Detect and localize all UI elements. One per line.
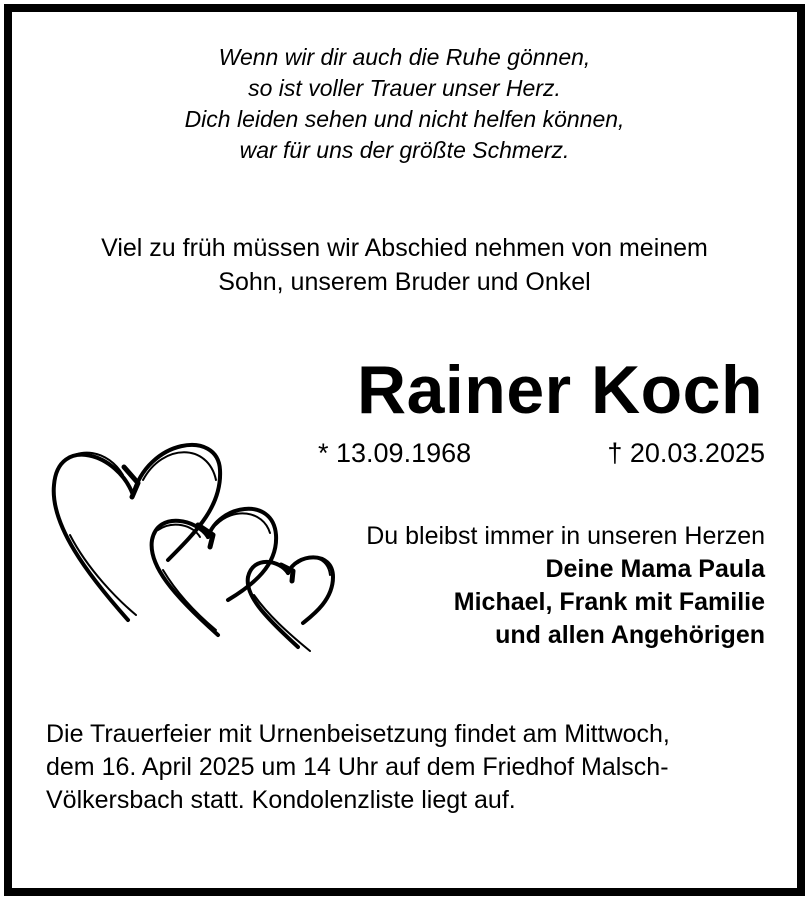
service-line-2: dem 16. April 2025 um 14 Uhr auf dem Friedhof Malsch- bbox=[46, 753, 669, 781]
poem-line-1: Wenn wir dir auch die Ruhe gönnen, bbox=[218, 44, 591, 70]
intro-line-1: Viel zu früh müssen wir Abschied nehmen von meinem bbox=[101, 234, 708, 262]
deceased-name: Rainer Koch bbox=[356, 352, 763, 428]
poem bbox=[0, 42, 809, 166]
service-info bbox=[46, 718, 670, 817]
service-line-3: Völkersbach statt. Kondolenzliste liegt auf. bbox=[46, 786, 516, 814]
three-hearts-icon bbox=[48, 425, 348, 665]
intro-text bbox=[0, 231, 809, 299]
mourner-line-2: Michael, Frank mit Familie bbox=[453, 588, 765, 616]
intro-line-2: Sohn, unserem Bruder und Onkel bbox=[218, 268, 591, 296]
poem-line-4: war für uns der größte Schmerz. bbox=[239, 137, 570, 163]
mourner-line-1: Deine Mama Paula bbox=[545, 555, 765, 583]
poem-line-2: so ist voller Trauer unser Herz. bbox=[248, 75, 561, 101]
closing-line-1: Du bleibst immer in unseren Herzen bbox=[366, 522, 765, 550]
mourner-line-3: und allen Angehörigen bbox=[495, 621, 765, 649]
service-line-1: Die Trauerfeier mit Urnenbeisetzung findet am Mittwoch, bbox=[46, 720, 670, 748]
closing-text bbox=[366, 520, 765, 652]
poem-line-3: Dich leiden sehen und nicht helfen können, bbox=[184, 106, 625, 132]
death-date: † 20.03.2025 bbox=[607, 438, 765, 468]
birth-date: * 13.09.1968 bbox=[318, 438, 472, 468]
